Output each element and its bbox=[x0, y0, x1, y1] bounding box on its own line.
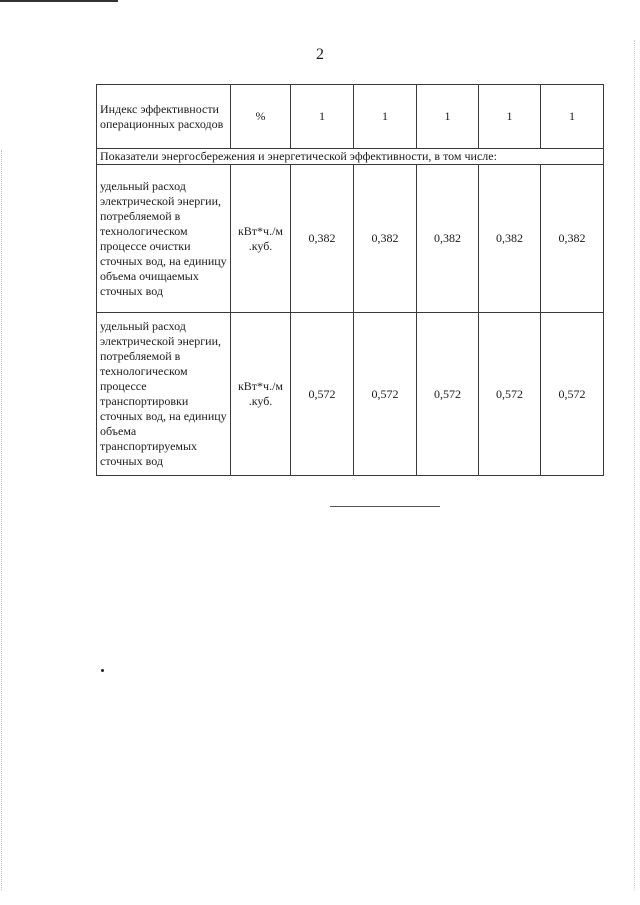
table-row-transport-energy bbox=[97, 313, 604, 476]
table-cell: 0,572 bbox=[541, 313, 604, 476]
table-cell: 0,572 bbox=[417, 313, 479, 476]
table-cell: 0,382 bbox=[291, 165, 354, 313]
row-unit: кВт*ч./м .куб. bbox=[231, 313, 291, 476]
table-cell: 0,572 bbox=[479, 313, 541, 476]
table-cell: 0,572 bbox=[291, 313, 354, 476]
top-edge-line bbox=[0, 0, 118, 2]
row-label: удельный расход электрической энергии, потребляемой в технологическом процессе транспортировки сточных вод, на единицу объема транспортируемых сточных вод bbox=[97, 313, 231, 476]
table-section-header bbox=[97, 149, 604, 165]
table-cell: 1 bbox=[354, 85, 417, 149]
table-cell: 0,382 bbox=[541, 165, 604, 313]
row-label: Индекс эффективности операционных расходов bbox=[97, 85, 231, 149]
table-row-treatment-energy bbox=[97, 165, 604, 313]
page-number: 2 bbox=[316, 46, 324, 63]
row-label: удельный расход электрической энергии, потребляемой в технологическом процессе очистки сточных вод, на единицу объема очищаемых сточных вод bbox=[97, 165, 231, 313]
table-row-opex-index bbox=[97, 85, 604, 149]
indicators-table bbox=[96, 84, 604, 476]
row-unit: кВт*ч./м .куб. bbox=[231, 165, 291, 313]
table-cell: 1 bbox=[479, 85, 541, 149]
table-cell: 1 bbox=[417, 85, 479, 149]
section-header-text: Показатели энергосбережения и энергетической эффективности, в том числе: bbox=[97, 149, 604, 165]
table-cell: 0,572 bbox=[354, 313, 417, 476]
table-cell: 1 bbox=[541, 85, 604, 149]
table-cell: 0,382 bbox=[479, 165, 541, 313]
table-cell: 0,382 bbox=[417, 165, 479, 313]
scan-dot bbox=[101, 669, 104, 672]
row-unit: % bbox=[231, 85, 291, 149]
table-cell: 0,382 bbox=[354, 165, 417, 313]
table-cell: 1 bbox=[291, 85, 354, 149]
scan-edge-left bbox=[1, 150, 3, 890]
end-rule bbox=[330, 506, 440, 507]
scan-edge-right bbox=[634, 40, 636, 890]
